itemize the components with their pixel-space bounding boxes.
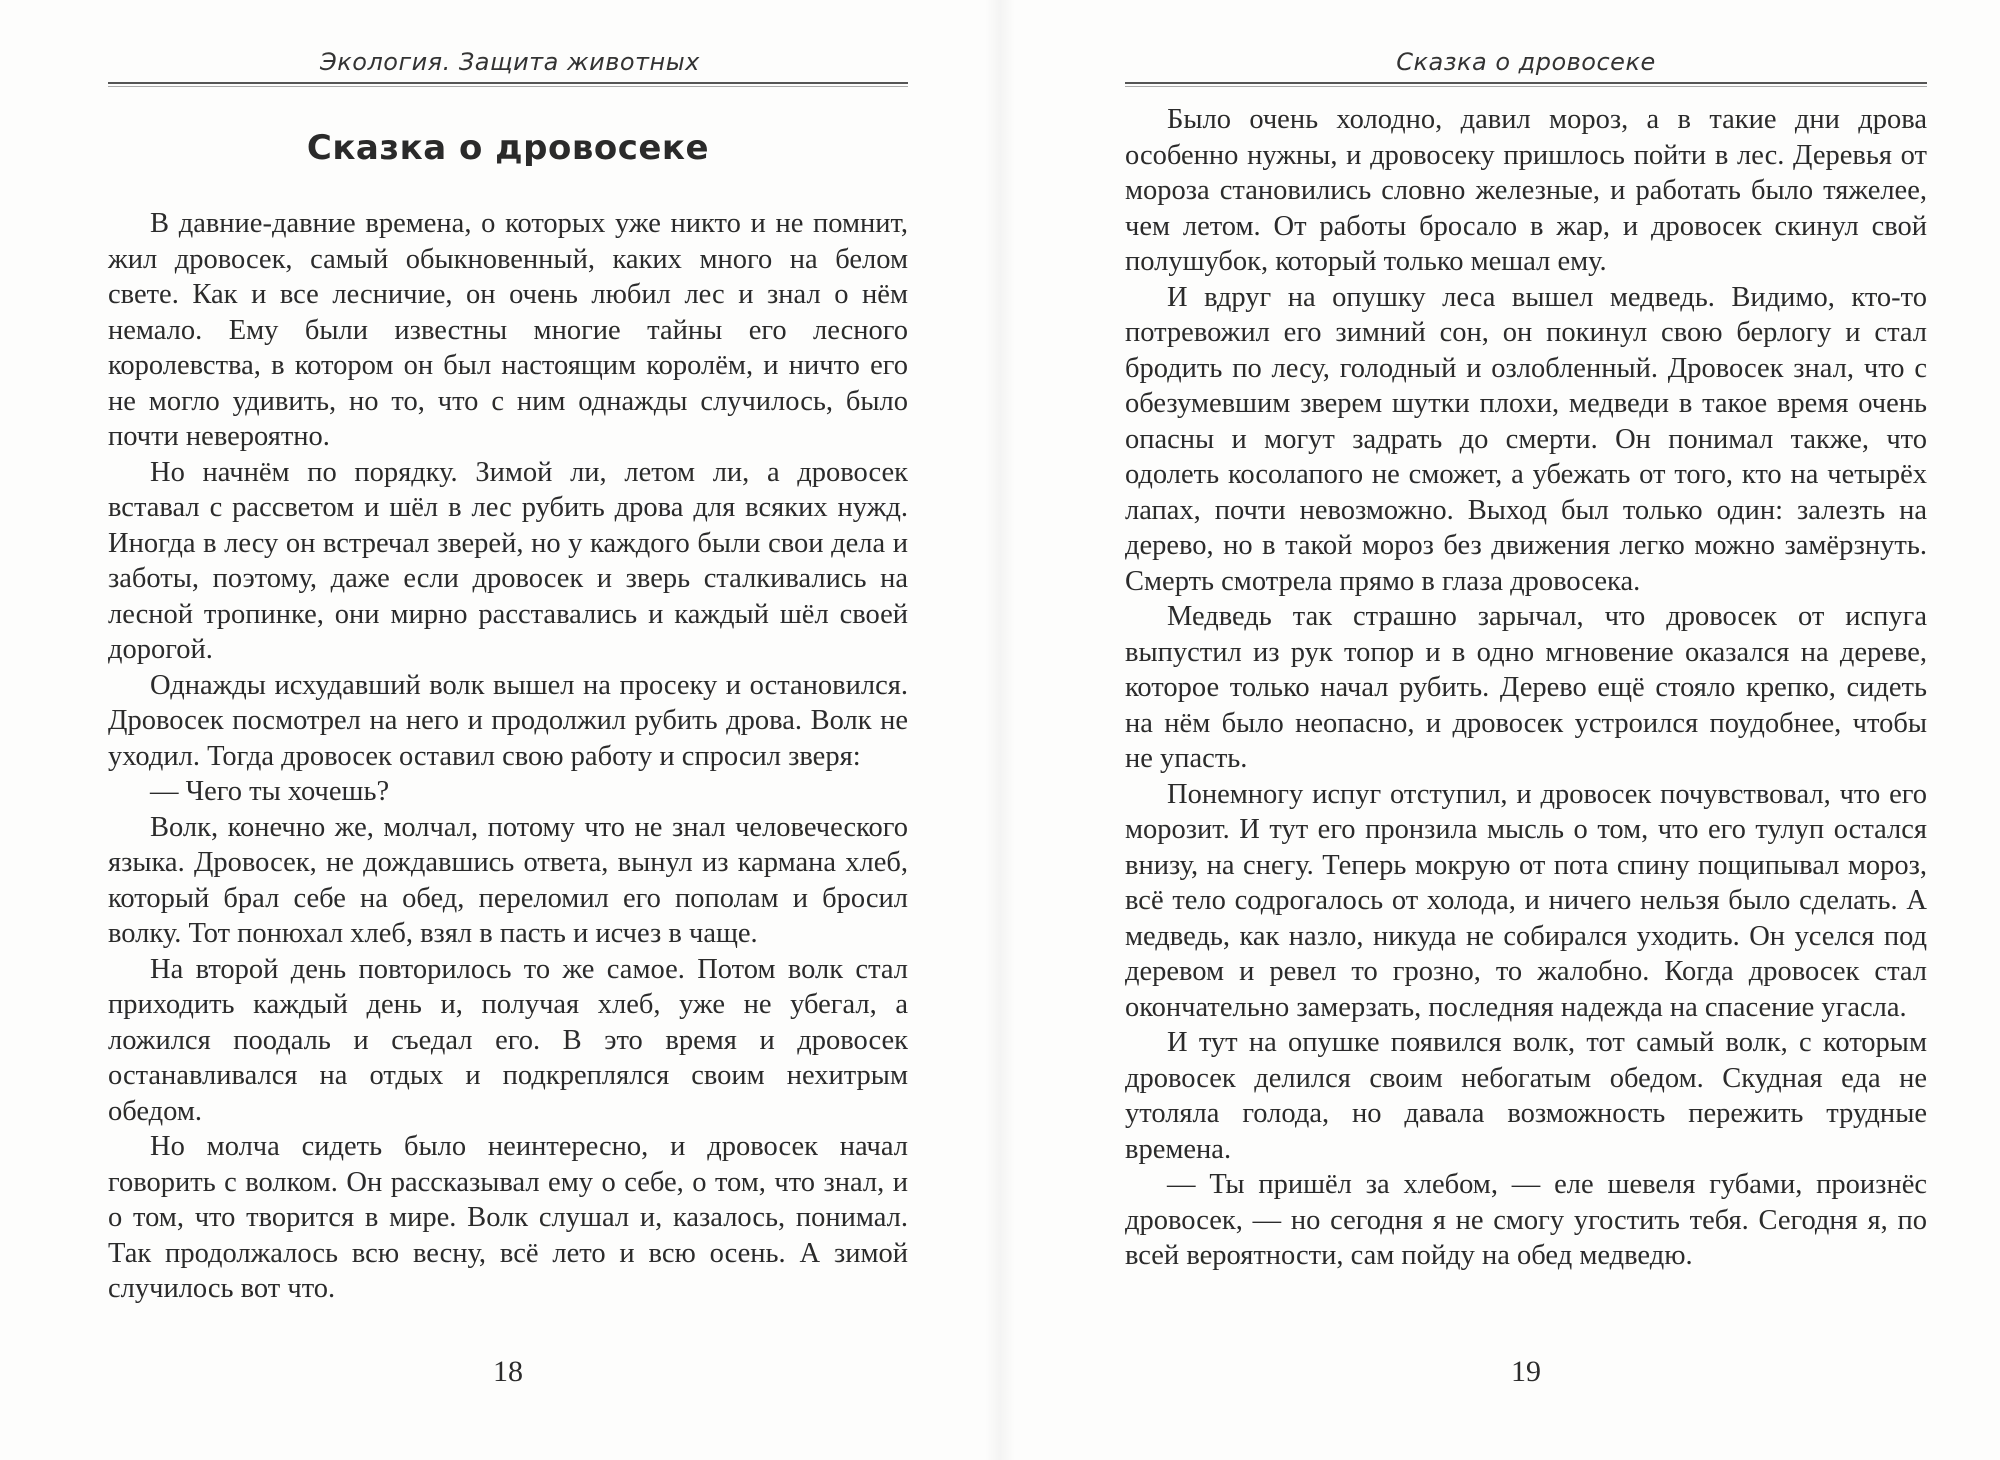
page-number-left: 18: [493, 1355, 523, 1388]
paragraph: Медведь так страшно зарычал, что дровосек от испуга выпустил из рук топор и в одно мгновение оказался на дереве, которое только начал рубить. Дерево ещё стояло крепко, сидеть на нём было неопасно, и дровосек устроился поудобнее, чтобы не упасть.: [1125, 601, 1927, 774]
paragraph: Волк, конечно же, молчал, потому что не знал человеческого языка. Дровосек, не дождавшись ответа, вынул из кармана хлеб, который брал себе на обед, переломил его пополам и бросил волку. Тот понюхал хлеб, взял в пасть и исчез в чаще.: [108, 811, 908, 949]
running-head-right: Сказка о дровосеке: [1396, 48, 1656, 76]
chapter-title: Сказка о дровосеке: [306, 128, 710, 168]
dialogue-line: — Чего ты хочешь?: [150, 776, 390, 807]
paragraph: Но начнём по порядку. Зимой ли, летом ли, а дровосек вставал с рассветом и шёл в лес рубить дрова для всяких нужд. Иногда в лесу он встречал зверей, но у каждого были свои дела и заботы, поэтому, даже если дровосек и зверь сталкивались на лесной тропинке, они мирно расставались и каждый шёл своей дорогой.: [108, 456, 908, 665]
body-text-right: [1125, 102, 1927, 1274]
header-rule-right: [1125, 82, 1927, 84]
paragraph: И тут на опушке появился волк, тот самый волк, с которым дровосек делился своим небогатым обедом. Скудная еда не утоляла голода, но давала возможность пережить трудные времена.: [1125, 1027, 1927, 1165]
paragraph: Но молча сидеть было неинтересно, и дровосек начал говорить с волком. Он рассказывал ему о себе, о том, что знал, и о том, что творится в мире. Волк слушал и, казалось, понимал. Так продолжалось всю весну, всё лето и всю осень. А зимой случилось вот что.: [108, 1131, 908, 1304]
left-page: [108, 0, 908, 1460]
body-text-left: [108, 206, 908, 1307]
dialogue-line: — Ты пришёл за хлебом, — еле шевеля губами, произнёс дровосек, — но сегодня я не смогу угостить тебя. Сегодня я, по всей вероятности, сам пойду на обед медведю.: [1125, 1169, 1927, 1271]
right-page: [1125, 0, 1927, 1460]
gutter-shadow: [985, 0, 1015, 1460]
running-head-left: Экология. Защита животных: [320, 48, 700, 76]
header-rule-left: [108, 82, 908, 84]
paragraph: Однажды исхудавший волк вышел на просеку и остановился. Дровосек посмотрел на него и продолжил рубить дрова. Волк не уходил. Тогда дровосек оставил свою работу и спросил зверя:: [108, 669, 908, 772]
paragraph: Было очень холодно, давил мороз, а в такие дни дрова особенно нужны, и дровосеку пришлось пойти в лес. Деревья от мороза становились словно железные, и работать было тяжелее, чем летом. От работы бросало в жар, и дровосек скинул свой полушубок, который только мешал ему.: [1125, 104, 1927, 277]
paragraph: Понемногу испуг отступил, и дровосек почувствовал, что его морозит. И тут его пронзила мысль о том, что его тулуп остался внизу, на снегу. Теперь мокрую от пота спину пощипывал мороз, всё тело содрогалось от холода, и ничего нельзя было сделать. А медведь, как назло, никуда не собирался уходить. Он уселся под деревом и ревел то грозно, то жалобно. Когда дровосек стал окончательно замерзать, последняя надежда на спасение угасла.: [1125, 778, 1927, 1023]
paragraph: На второй день повторилось то же самое. Потом волк стал приходить каждый день и, получая хлеб, уже не убегал, а ложился поодаль и съедал его. В это время и дровосек останавливался на отдых и подкреплялся своим нехитрым обедом.: [108, 953, 908, 1127]
page-number-right: 19: [1511, 1355, 1541, 1388]
paragraph: В давние-давние времена, о которых уже никто и не помнит, жил дровосек, самый обыкновенный, каких много на белом свете. Как и все лесничие, он очень любил лес и знал о нём немало. Ему были известны многие тайны его лесного королевства, в котором он был настоящим королём, и ничто его не могло удивить, но то, что с ним однажды случилось, было почти невероятно.: [108, 208, 908, 452]
paragraph: И вдруг на опушку леса вышел медведь. Видимо, кто-то потревожил его зимний сон, он покинул свою берлогу и стал бродить по лесу, голодный и озлобленный. Дровосек знал, что с обезумевшим зверем шутки плохи, медведи в такое время очень опасны и могут задрать до смерти. Он понимал также, что одолеть косолапого не сможет, а убежать от того, кто на четырёх лапах, почти невозможно. Выход был только один: залезть на дерево, но в такой мороз без движения легко можно замёрзнуть. Смерть смотрела прямо в глаза дровосека.: [1125, 281, 1927, 597]
